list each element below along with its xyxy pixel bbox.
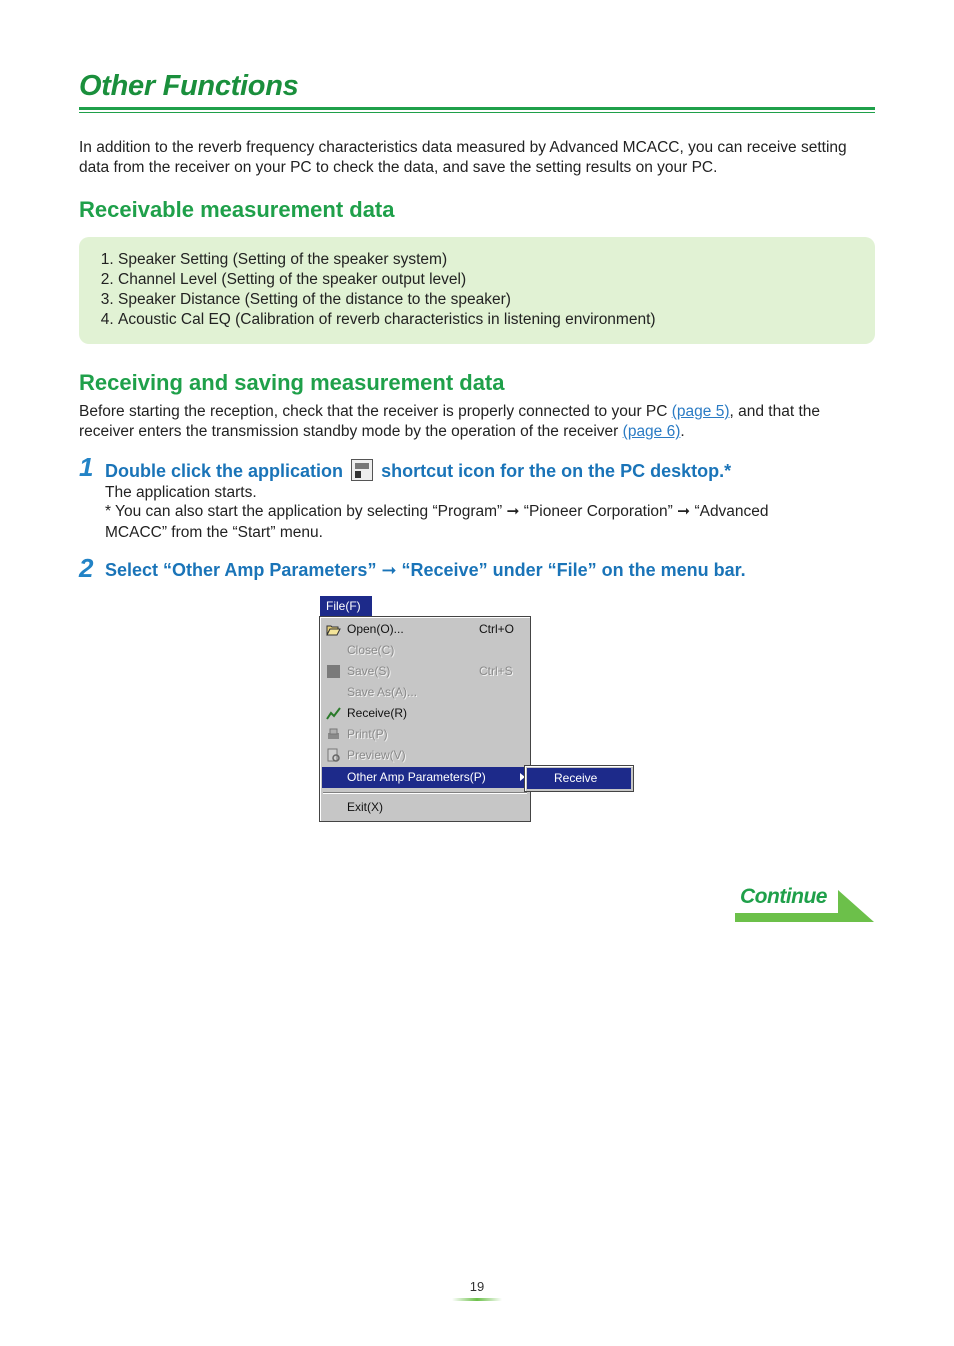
menu-separator — [323, 792, 527, 794]
receivable-data-list — [79, 237, 875, 330]
continue-label: Continue — [740, 885, 827, 908]
step-1-line1: The application starts. — [105, 484, 257, 501]
file-menu-header[interactable]: File(F) — [320, 596, 372, 616]
receivable-data-box — [79, 237, 875, 344]
reception-text-c: . — [680, 423, 685, 440]
menu-item-label: Exit(X) — [347, 800, 383, 814]
step-2-number: 2 — [79, 553, 94, 583]
list-item: 2. Channel Level (Setting of the speaker output level) — [118, 270, 875, 290]
menu-item-shortcut: Ctrl+S — [479, 664, 513, 678]
menu-item-label: Open(O)... — [347, 622, 404, 636]
menu-item-print[interactable] — [322, 724, 528, 745]
list-item: 4. Acoustic Cal EQ (Calibration of reverb characteristics in listening environment) — [118, 310, 875, 330]
menu-item-label: Save(S) — [347, 664, 391, 678]
menu-item-label: Close(C) — [347, 643, 395, 657]
menu-item-save-as[interactable] — [322, 682, 528, 703]
page6-link[interactable]: (page 6) — [622, 423, 681, 440]
list-item: 1. Speaker Setting (Setting of the speaker system) — [118, 250, 875, 270]
step-1-line2: * You can also start the application by selecting “Program” ➞ “Pioneer Corporation” ➞ “Advanced — [105, 503, 769, 520]
continue-arrow-icon — [838, 890, 874, 922]
continue-bar — [735, 913, 843, 922]
menu-item-label: Save As(A)... — [347, 685, 418, 699]
step-1-number: 1 — [79, 452, 94, 482]
other-amp-submenu — [524, 765, 634, 792]
list-item: 3. Speaker Distance (Setting of the distance to the speaker) — [118, 290, 875, 310]
reception-paragraph — [79, 402, 879, 442]
page-number: 19 — [469, 1279, 485, 1294]
reception-text-a: Before starting the reception, check that the receiver is properly connected to your PC — [79, 403, 672, 420]
file-menu-dropdown — [319, 616, 531, 822]
menu-item-open[interactable] — [322, 619, 528, 640]
menu-item-exit[interactable] — [322, 797, 528, 818]
menu-item-save[interactable] — [322, 661, 528, 682]
menu-item-receive[interactable] — [322, 703, 528, 724]
step-1-title — [105, 459, 731, 482]
step-2-title: Select “Other Amp Parameters” ➞ “Receive” under “File” on the menu bar. — [105, 560, 746, 580]
step-1-line3: MCACC” from the “Start” menu. — [105, 524, 323, 541]
open-folder-icon — [326, 622, 341, 637]
page-number-underline — [452, 1298, 502, 1301]
menu-item-label: Preview(V) — [347, 748, 406, 762]
step-1-title-b: shortcut icon for the on the PC desktop.* — [381, 461, 732, 481]
title-rule-thick — [79, 107, 875, 110]
intro-paragraph: In addition to the reverb frequency characteristics data measured by Advanced MCACC, you can receive setting data from the receiver on your PC to check the data, and save the setting results on your PC. — [79, 139, 847, 176]
menu-item-other-amp-parameters[interactable] — [322, 767, 528, 788]
submenu-item-receive[interactable] — [527, 768, 631, 789]
section-heading-receiving: Receiving and saving measurement data — [79, 370, 505, 395]
preview-icon — [326, 748, 341, 763]
printer-icon — [326, 727, 341, 742]
menu-item-label: Receive — [554, 771, 598, 785]
title-rule-thin — [79, 112, 875, 113]
step-1-title-a: Double click the application — [105, 461, 344, 481]
reception-text-b: , and that the receiver enters the transmission standby mode by the operation of the receiver — [79, 403, 820, 440]
receive-graph-icon — [326, 706, 341, 721]
menu-item-preview[interactable] — [322, 745, 528, 766]
menu-item-label: Receive(R) — [347, 706, 408, 720]
menu-item-close[interactable] — [322, 640, 528, 661]
menu-item-label: Print(P) — [347, 727, 388, 741]
page5-link[interactable]: (page 5) — [671, 403, 730, 420]
save-disk-icon — [326, 664, 341, 679]
menu-item-label: Other Amp Parameters(P) — [347, 770, 486, 784]
menu-item-shortcut: Ctrl+O — [479, 622, 515, 636]
section-heading-receivable: Receivable measurement data — [79, 197, 395, 222]
page-title: Other Functions — [79, 70, 299, 102]
mcacc-app-icon — [351, 459, 373, 481]
